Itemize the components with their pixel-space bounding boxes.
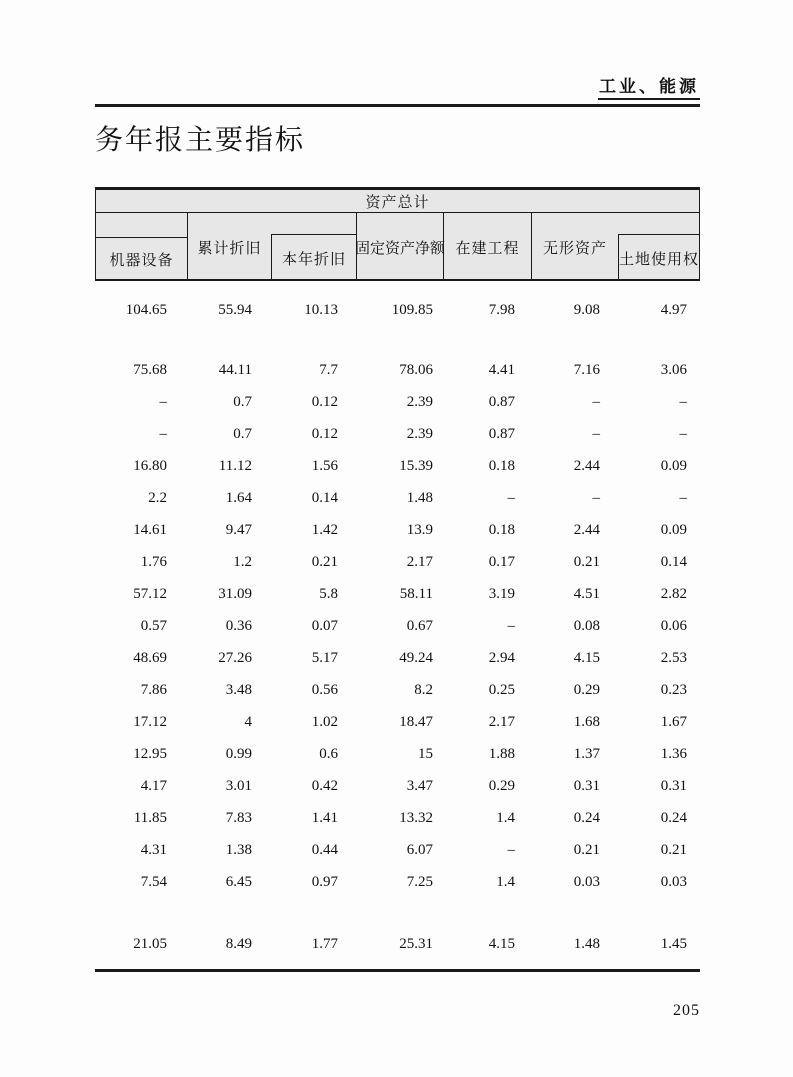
table-cell: – [592, 393, 600, 410]
table-cell: 0.09 [660, 457, 687, 474]
table-cell: 3.01 [225, 777, 252, 794]
table-cell: 4.41 [488, 361, 515, 378]
table-cell: 0.44 [311, 841, 338, 858]
table-cell: – [159, 425, 167, 442]
table-cell: 0.17 [488, 553, 515, 570]
table-row [95, 514, 700, 546]
column-header-accumulated-depreciation [188, 213, 271, 281]
table-cell: 0.21 [573, 553, 600, 570]
table-cell: 6.07 [406, 841, 433, 858]
table-cell: 4.51 [573, 585, 600, 602]
group-header-row [96, 190, 699, 213]
table-row [95, 738, 700, 770]
table-cell: 1.36 [660, 745, 687, 762]
table-cell: 104.65 [125, 301, 167, 318]
table-row [95, 546, 700, 578]
table-cell: 0.06 [660, 617, 687, 634]
table-cell: 1.68 [573, 713, 600, 730]
table-cell: 1.77 [311, 935, 338, 952]
table-row [95, 418, 700, 450]
table-cell: 16.80 [133, 457, 167, 474]
table-cell: 17.12 [133, 713, 167, 730]
table-cell: 0.7 [233, 393, 252, 410]
table-cell: 2.39 [406, 393, 433, 410]
table-cell: 0.99 [225, 745, 252, 762]
table-row [95, 578, 700, 610]
table-cell: 13.32 [399, 809, 433, 826]
table-cell: 4.31 [140, 841, 167, 858]
page-number: 205 [673, 1002, 700, 1019]
table-cell: 55.94 [218, 301, 252, 318]
table-cell: 0.31 [573, 777, 600, 794]
table-cell: 0.6 [319, 745, 338, 762]
table-cell: 1.45 [660, 935, 687, 952]
table-row [95, 354, 700, 386]
table-row [95, 770, 700, 802]
table-cell: 0.09 [660, 521, 687, 538]
table-cell: 0.23 [660, 681, 687, 698]
table-cell: 3.06 [660, 361, 687, 378]
column-header-current-year-depreciation [271, 234, 356, 281]
table-cell: 0.25 [488, 681, 515, 698]
table-cell: – [679, 489, 687, 506]
row-gap [95, 898, 700, 928]
running-head [95, 72, 700, 107]
table-cell: 21.05 [133, 935, 167, 952]
table-cell: 1.67 [660, 713, 687, 730]
table-cell: 48.69 [133, 649, 167, 666]
table-cell: 8.49 [225, 935, 252, 952]
table-cell: 78.06 [399, 361, 433, 378]
table-cell: 7.7 [319, 361, 338, 378]
column-header-label: 本年折旧 [281, 251, 346, 268]
running-head-label: 工业、能源 [598, 72, 700, 100]
table-cell: 2.82 [660, 585, 687, 602]
table-cell: 13.9 [406, 521, 433, 538]
table-cell: 49.24 [399, 649, 433, 666]
table-cell: 7.98 [488, 301, 515, 318]
table-cell: 1.76 [140, 553, 167, 570]
table-row [95, 294, 700, 326]
table-cell: 2.44 [573, 521, 600, 538]
table-cell: 58.11 [399, 585, 433, 602]
table-cell: 0.03 [573, 873, 600, 890]
sub-header-row [96, 213, 699, 281]
column-header-label: 固定资产净额 [355, 240, 446, 257]
table-cell: – [592, 489, 600, 506]
table-cell: 1.02 [311, 713, 338, 730]
table-cell: 7.54 [140, 873, 167, 890]
table-cell: – [507, 617, 515, 634]
table-cell: 2.17 [488, 713, 515, 730]
table-row [95, 802, 700, 834]
table-cell: 5.8 [319, 585, 338, 602]
table-cell: 11.12 [218, 457, 252, 474]
table-cell: 0.7 [233, 425, 252, 442]
table-row [95, 450, 700, 482]
column-header-net-fixed-assets [355, 213, 446, 281]
table-cell: 1.37 [573, 745, 600, 762]
table-cell: 4.15 [488, 935, 515, 952]
table-cell: 2.39 [406, 425, 433, 442]
table-cell: 3.47 [406, 777, 433, 794]
table-cell: – [507, 489, 515, 506]
table-cell: 0.24 [573, 809, 600, 826]
table-cell: – [159, 393, 167, 410]
table-cell: 15 [418, 745, 433, 762]
column-header-intangible-assets [532, 213, 618, 281]
table-cell: 7.83 [225, 809, 252, 826]
table-cell: 4 [244, 713, 252, 730]
column-header-label: 机器设备 [109, 253, 174, 269]
table-cell: 1.4 [496, 873, 515, 890]
table-cell: 0.03 [660, 873, 687, 890]
table-cell: 31.09 [218, 585, 252, 602]
table-cell: 27.26 [218, 649, 252, 666]
table-cell: 1.48 [573, 935, 600, 952]
table-cell: 15.39 [399, 457, 433, 474]
table-row [95, 482, 700, 514]
table-cell: 0.87 [488, 425, 515, 442]
table-row [95, 834, 700, 866]
table-cell: 1.88 [488, 745, 515, 762]
table-cell: 9.47 [225, 521, 252, 538]
table-cell: 3.19 [488, 585, 515, 602]
table-cell: – [679, 425, 687, 442]
table-cell: 3.48 [225, 681, 252, 698]
column-header-label: 在建工程 [455, 240, 520, 257]
table-body [95, 281, 700, 972]
table-cell: 1.41 [311, 809, 338, 826]
table-cell: 0.57 [140, 617, 167, 634]
table-cell: 14.61 [133, 521, 167, 538]
table-cell: 0.36 [225, 617, 252, 634]
table-cell: 1.64 [225, 489, 252, 506]
table-cell: 1.4 [496, 809, 515, 826]
table-cell: 0.18 [488, 457, 515, 474]
table-cell: 0.14 [311, 489, 338, 506]
table-cell: 57.12 [133, 585, 167, 602]
table-cell: 0.08 [573, 617, 600, 634]
table-cell: 0.12 [311, 393, 338, 410]
table-cell: 0.31 [660, 777, 687, 794]
column-header-construction-in-progress [444, 213, 531, 281]
table-cell: 0.87 [488, 393, 515, 410]
column-header-label: 累计折旧 [197, 240, 262, 257]
table-cell: 2.94 [488, 649, 515, 666]
table-cell: 25.31 [399, 935, 433, 952]
table-row [95, 706, 700, 738]
table-cell: 0.14 [660, 553, 687, 570]
table-cell: 4.15 [573, 649, 600, 666]
column-header-land-use-rights [618, 234, 699, 281]
table-cell: 7.25 [406, 873, 433, 890]
table-cell: 4.17 [140, 777, 167, 794]
table-cell: 1.56 [311, 457, 338, 474]
table-cell: 0.24 [660, 809, 687, 826]
table-cell: 8.2 [414, 681, 433, 698]
table-cell: 0.97 [311, 873, 338, 890]
table-cell: 10.13 [304, 301, 338, 318]
table-cell: 11.85 [133, 809, 167, 826]
table-row [95, 928, 700, 960]
table-cell: 1.2 [233, 553, 252, 570]
table-cell: 2.2 [148, 489, 167, 506]
table-cell: 0.42 [311, 777, 338, 794]
table-cell: 1.38 [225, 841, 252, 858]
table-cell: 12.95 [133, 745, 167, 762]
table-cell: 0.21 [311, 553, 338, 570]
column-header-label: 无形资产 [542, 240, 607, 257]
table-row [95, 610, 700, 642]
group-header-label: 资产总计 [365, 194, 430, 211]
table-cell: – [679, 393, 687, 410]
table-cell: 18.47 [399, 713, 433, 730]
table-cell: 0.21 [573, 841, 600, 858]
table-cell: 0.07 [311, 617, 338, 634]
table-cell: 9.08 [573, 301, 600, 318]
column-header-label: 土地使用权 [619, 251, 700, 268]
page-title: 务年报主要指标 [95, 125, 306, 156]
table-cell: 2.53 [660, 649, 687, 666]
table-cell: 2.44 [573, 457, 600, 474]
table-row [95, 674, 700, 706]
table-cell: 7.86 [140, 681, 167, 698]
table-cell: 75.68 [133, 361, 167, 378]
table-cell: 2.17 [406, 553, 433, 570]
table-cell: 0.29 [488, 777, 515, 794]
table-cell: – [507, 841, 515, 858]
table-cell: 0.67 [406, 617, 433, 634]
table-cell: 0.18 [488, 521, 515, 538]
row-gap [95, 326, 700, 354]
column-header-machinery-equipment [96, 237, 187, 281]
table-header [95, 187, 700, 281]
table-cell: 0.21 [660, 841, 687, 858]
table-cell: 0.56 [311, 681, 338, 698]
table-cell: 109.85 [391, 301, 433, 318]
table-row [95, 386, 700, 418]
table-cell: 44.11 [218, 361, 252, 378]
table-cell: 0.29 [573, 681, 600, 698]
table-cell: 6.45 [225, 873, 252, 890]
main-table [95, 187, 700, 972]
table-cell: 5.17 [311, 649, 338, 666]
table-cell: 4.97 [660, 301, 687, 318]
table-cell: 7.16 [573, 361, 600, 378]
table-cell: 0.12 [311, 425, 338, 442]
table-cell: 1.42 [311, 521, 338, 538]
table-row [95, 642, 700, 674]
table-row [95, 866, 700, 898]
table-cell: 1.48 [406, 489, 433, 506]
table-cell: – [592, 425, 600, 442]
